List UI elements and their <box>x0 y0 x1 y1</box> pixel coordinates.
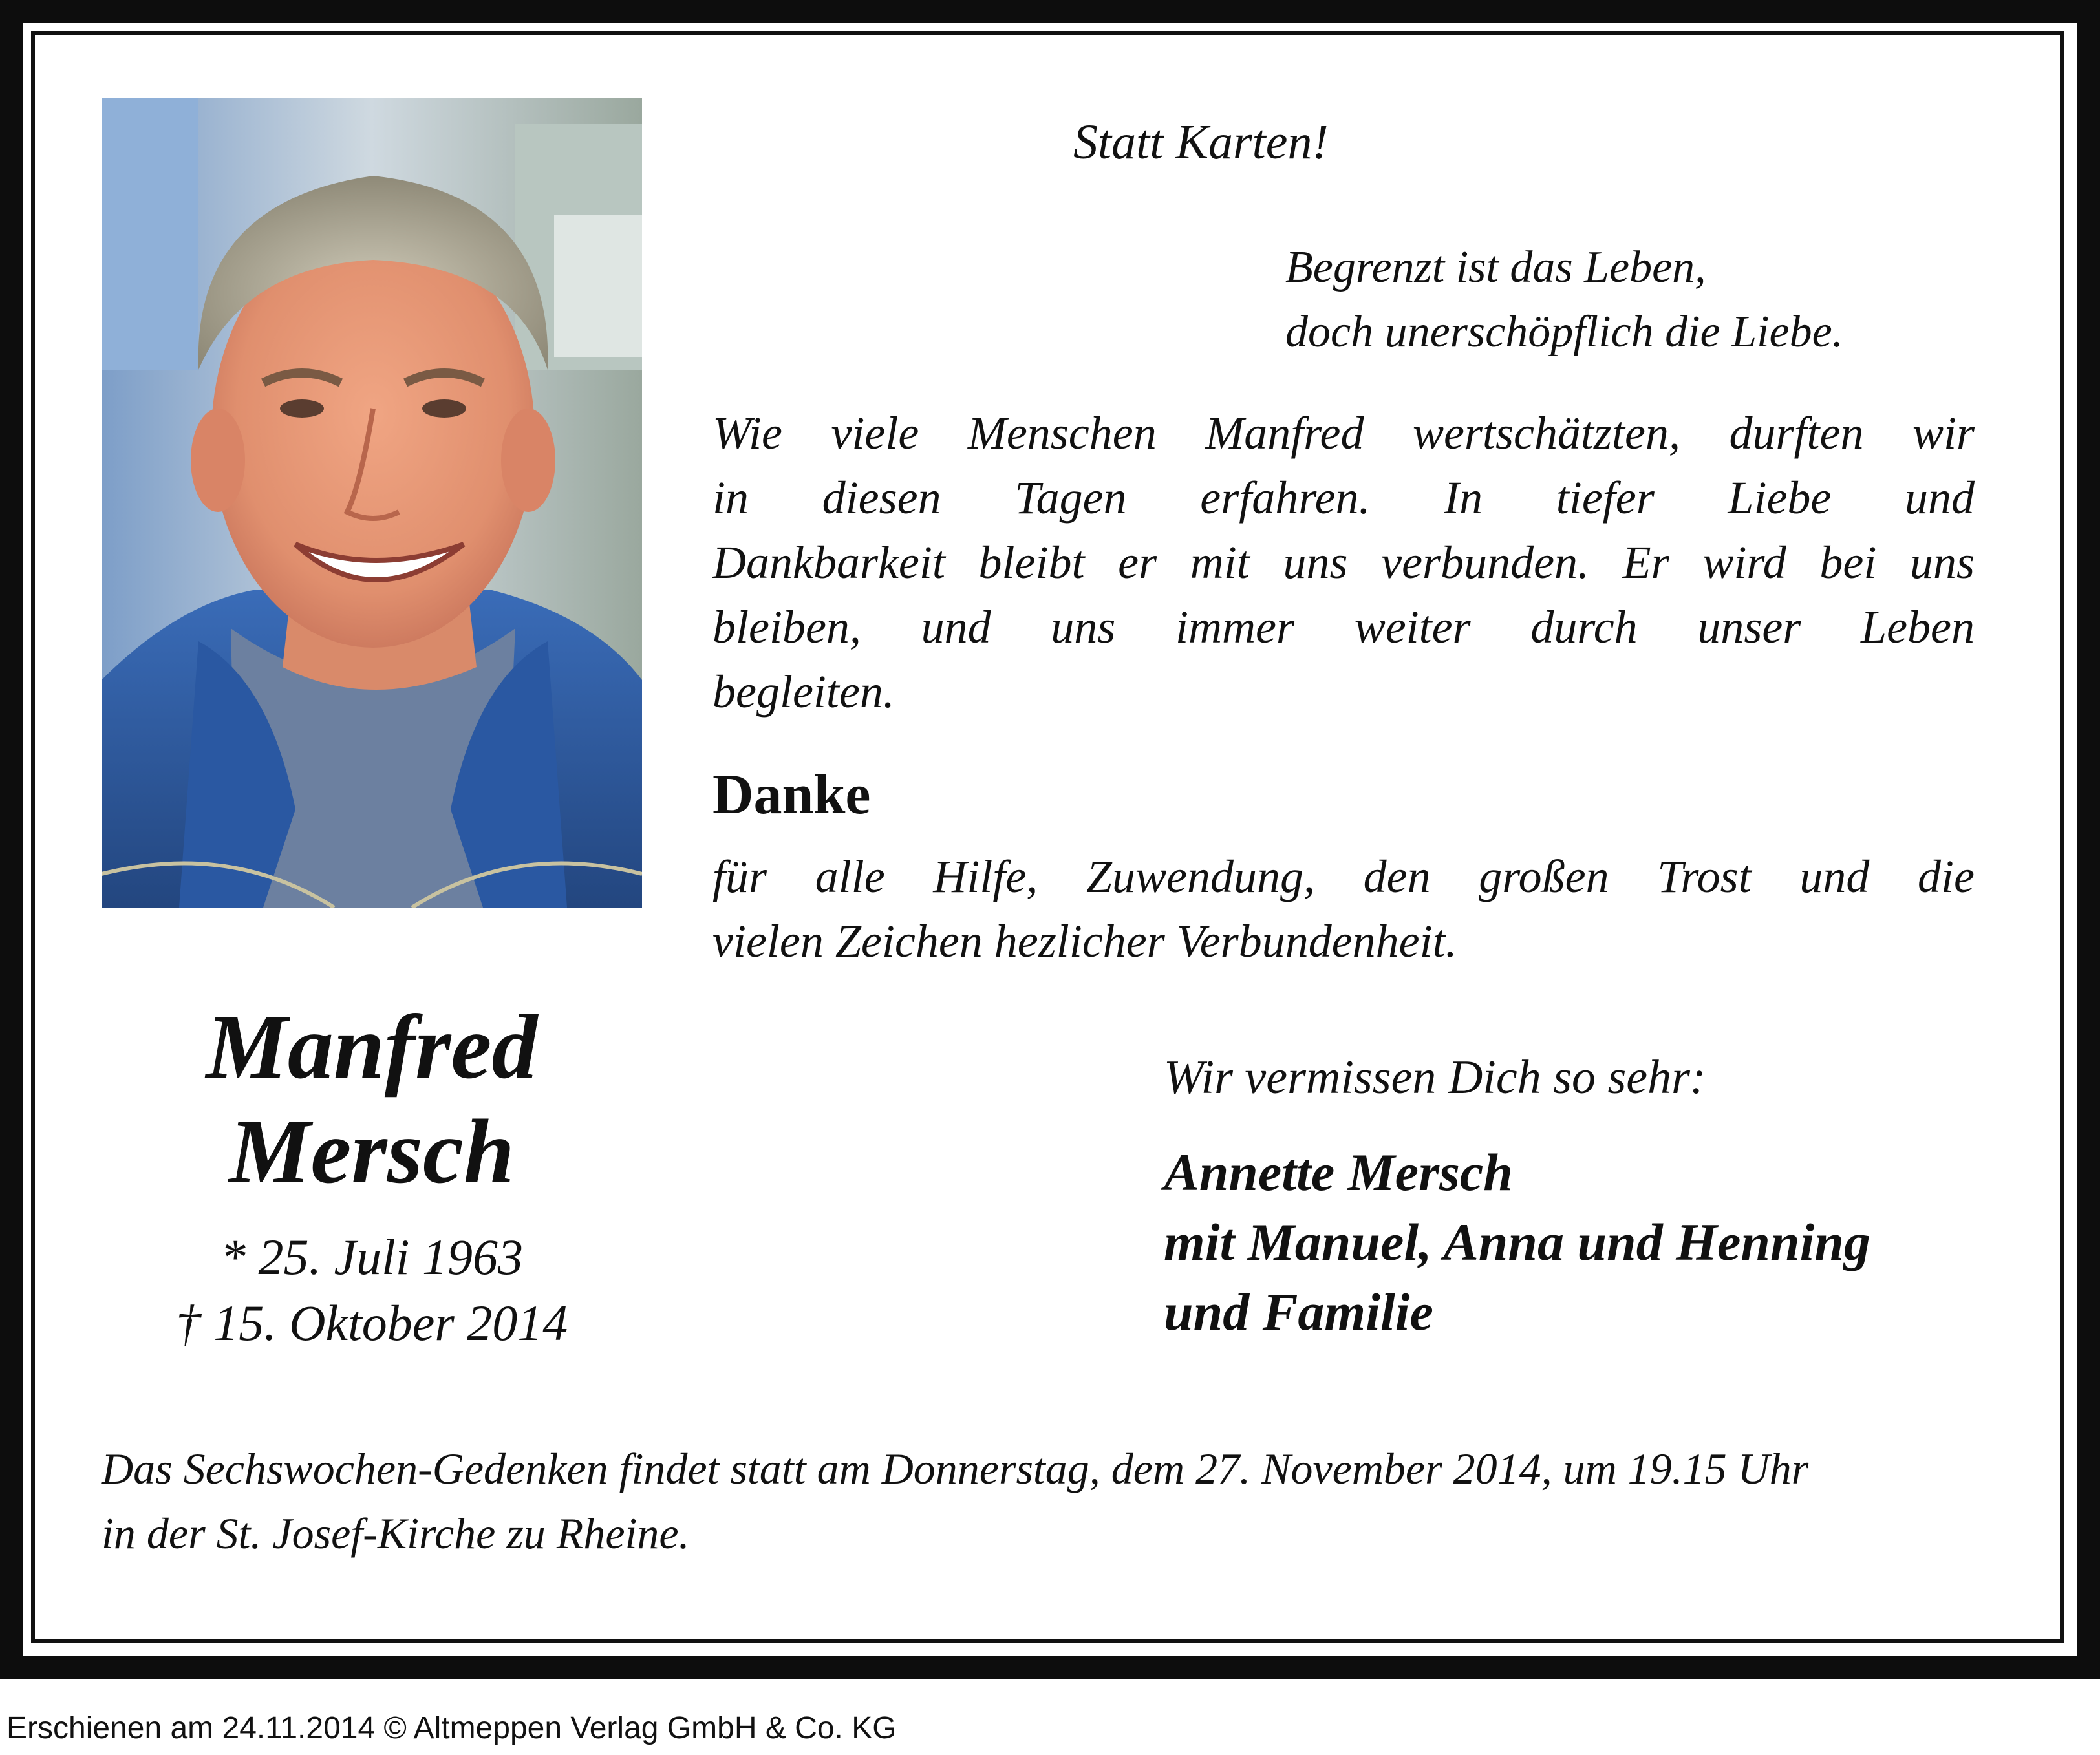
mourner-line: und Familie <box>1164 1282 1433 1341</box>
tribute-line: bleiben, und uns immer weiter durch unser Leben <box>712 601 1975 653</box>
thanks-heading: Danke <box>712 763 871 826</box>
thanks-line: für alle Hilfe, Zuwendung, den großen Trost und die <box>712 851 1975 902</box>
quote <box>1285 235 1843 365</box>
mourners-intro: Wir vermissen Dich so sehr: <box>1164 1051 1706 1104</box>
tribute-paragraph <box>712 401 1975 724</box>
deceased-first-name: Manfred <box>206 995 538 1098</box>
memorial-line-1: Das Sechswochen-Gedenken findet statt am Donnerstag, dem 27. November 2014, um 19.15 Uhr <box>102 1444 1809 1493</box>
deceased-last-name: Mersch <box>229 1100 515 1202</box>
mourners-list <box>1164 1138 1870 1347</box>
memorial-line-2: in der St. Josef-Kirche zu Rheine. <box>102 1509 690 1558</box>
publication-footer: Erschienen am 24.11.2014 © Altmeppen Verlag GmbH & Co. KG <box>6 1711 897 1745</box>
thanks-text <box>712 844 1975 973</box>
quote-line-2: doch unerschöpflich die Liebe. <box>1285 307 1844 357</box>
death-date: † 15. Oktober 2014 <box>175 1295 568 1351</box>
mourner-line: mit Manuel, Anna und Henning <box>1164 1213 1870 1271</box>
tribute-line: Dankbarkeit bleibt er mit uns verbunden. Er wird bei uns <box>712 537 1975 588</box>
notice-header: Statt Karten! <box>1073 115 1329 169</box>
quote-line-1: Begrenzt ist das Leben, <box>1285 242 1706 292</box>
thanks-line: vielen Zeichen hezlicher Verbundenheit. <box>712 915 1457 967</box>
memorial-info <box>102 1436 1975 1566</box>
tribute-line: in diesen Tagen erfahren. In tiefer Liebe und <box>712 472 1975 524</box>
tribute-line: begleiten. <box>712 666 895 718</box>
portrait-photo <box>102 98 642 908</box>
birth-date: * 25. Juli 1963 <box>220 1229 523 1285</box>
mourner-line: Annette Mersch <box>1164 1143 1513 1202</box>
tribute-line: Wie viele Menschen Manfred wertschätzten, durften wir <box>712 407 1975 459</box>
